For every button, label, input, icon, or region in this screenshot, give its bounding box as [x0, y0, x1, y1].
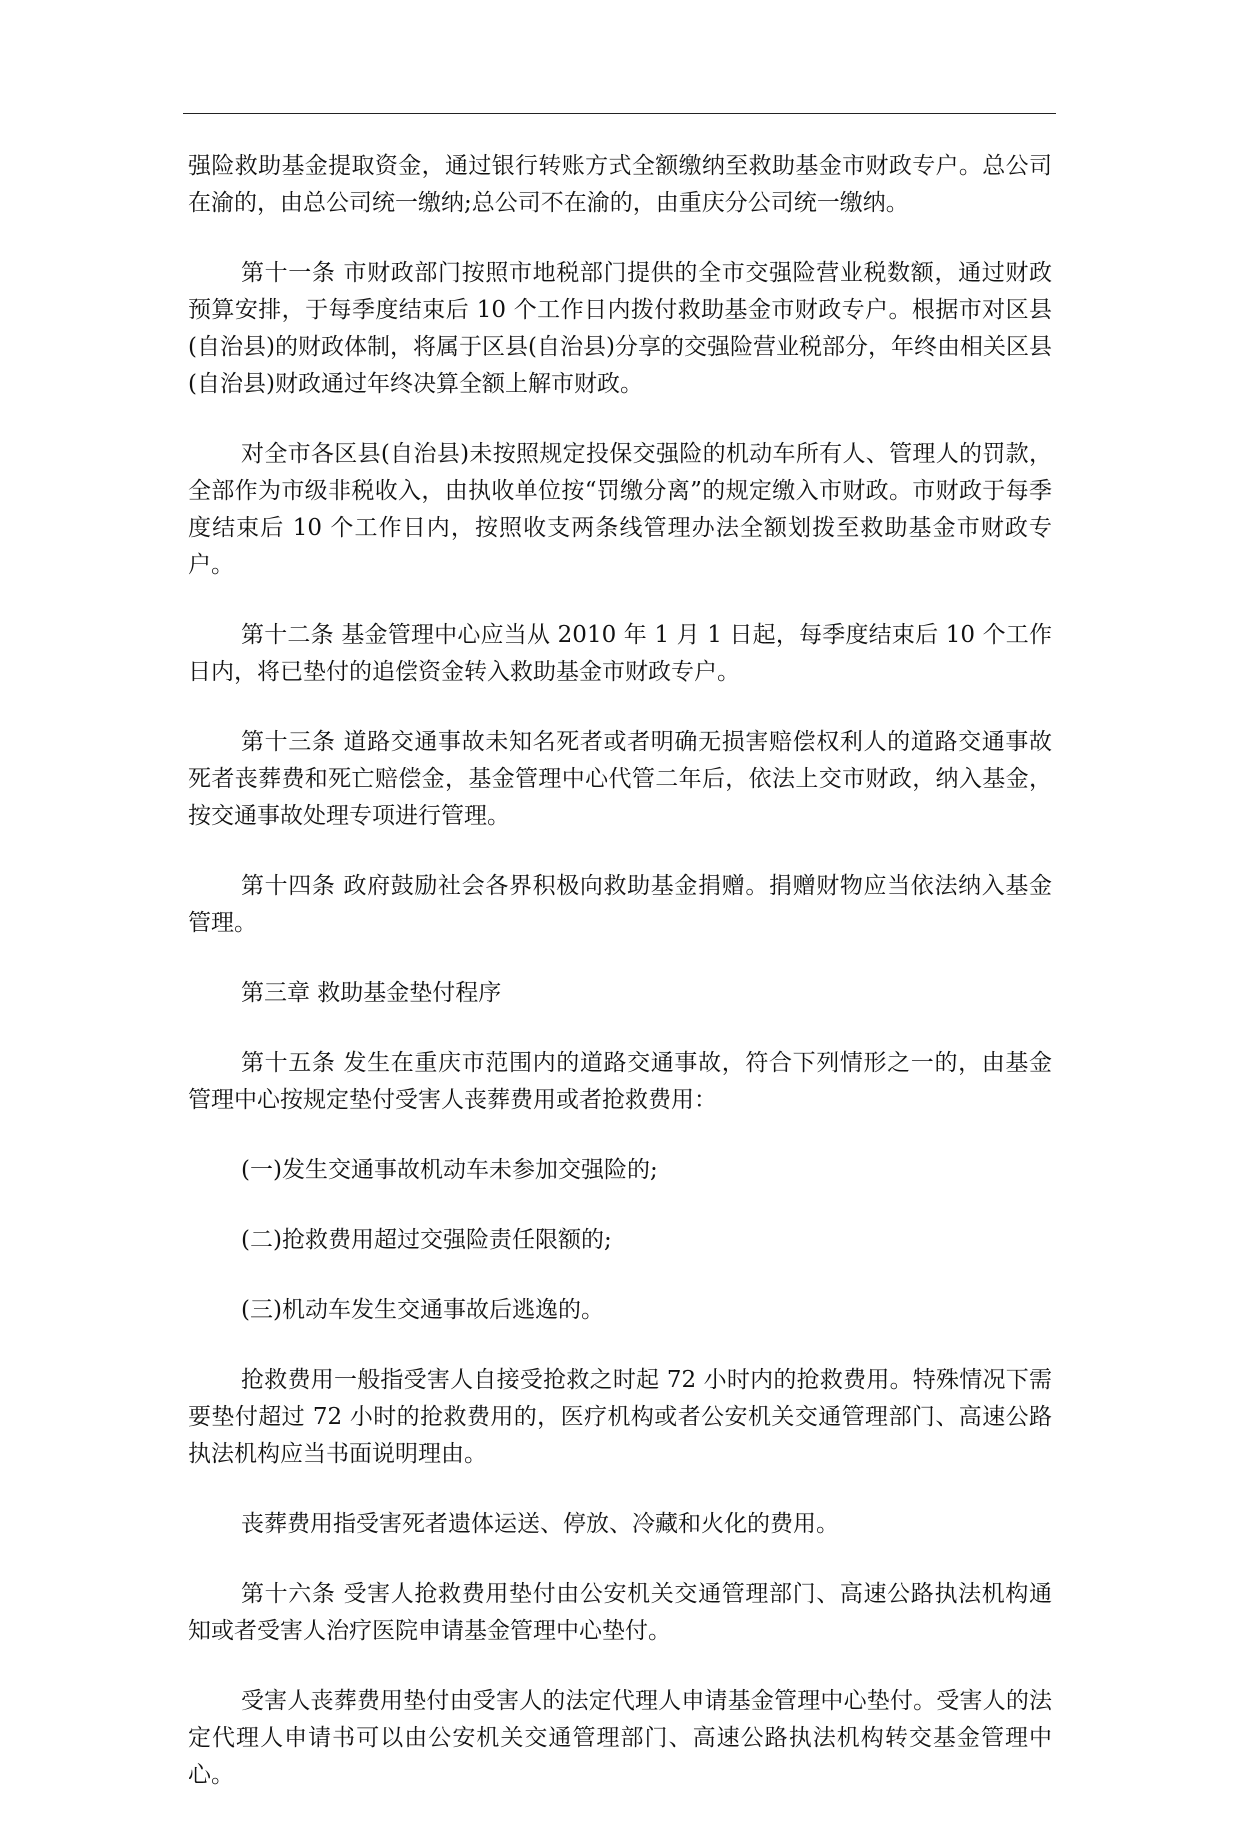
paragraph-article-14: 第十四条 政府鼓励社会各界积极向救助基金捐赠。捐赠财物应当依法纳入基金管理。 — [188, 873, 1052, 936]
paragraph-rescue-costs: 抢救费用一般指受害人自接受抢救之时起 72 小时内的抢救费用。特殊情况下需要垫付超过 72 小时的抢救费用的，医疗机构或者公安机关交通管理部门、高速公路执法机构应当书面说明理由。 — [188, 1367, 1052, 1467]
list-item-3: (三)机动车发生交通事故后逃逸的。 — [241, 1297, 604, 1323]
document-body — [188, 148, 1052, 1827]
paragraph-continuation: 强险救助基金提取资金，通过银行转账方式全额缴纳至救助基金市财政专户。总公司在渝的，由总公司统一缴纳;总公司不在渝的，由重庆分公司统一缴纳。 — [188, 153, 1052, 216]
paragraph-fines: 对全市各区县(自治县)未按照规定投保交强险的机动车所有人、管理人的罚款，全部作为市级非税收入，由执收单位按“罚缴分离”的规定缴入市财政。市财政于每季度结束后 10 个工作日内，按照收支两条线管理办法全额划拨至救助基金市财政专户。 — [188, 441, 1052, 578]
paragraph-article-13: 第十三条 道路交通事故未知名死者或者明确无损害赔偿权利人的道路交通事故死者丧葬费和死亡赔偿金，基金管理中心代管二年后，依法上交市财政，纳入基金，按交通事故处理专项进行管理。 — [188, 729, 1052, 829]
paragraph-article-12: 第十二条 基金管理中心应当从 2010 年 1 月 1 日起，每季度结束后 10 个工作日内，将已垫付的追偿资金转入救助基金市财政专户。 — [188, 622, 1052, 685]
header-rule — [183, 113, 1056, 114]
list-item-1: (一)发生交通事故机动车未参加交强险的; — [241, 1157, 658, 1183]
paragraph-funeral-advance: 受害人丧葬费用垫付由受害人的法定代理人申请基金管理中心垫付。受害人的法定代理人申请书可以由公安机关交通管理部门、高速公路执法机构转交基金管理中心。 — [188, 1688, 1052, 1788]
paragraph-article-15: 第十五条 发生在重庆市范围内的道路交通事故，符合下列情形之一的，由基金管理中心按规定垫付受害人丧葬费用或者抢救费用： — [188, 1050, 1052, 1113]
list-item-2: (二)抢救费用超过交强险责任限额的; — [241, 1227, 612, 1253]
paragraph-funeral-costs: 丧葬费用指受害死者遗体运送、停放、冷藏和火化的费用。 — [241, 1511, 839, 1537]
paragraph-article-16: 第十六条 受害人抢救费用垫付由公安机关交通管理部门、高速公路执法机构通知或者受害人治疗医院申请基金管理中心垫付。 — [188, 1581, 1052, 1644]
chapter-heading-3: 第三章 救助基金垫付程序 — [241, 980, 502, 1006]
paragraph-article-11: 第十一条 市财政部门按照市地税部门提供的全市交强险营业税数额，通过财政预算安排，于每季度结束后 10 个工作日内拨付救助基金市财政专户。根据市对区县(自治县)的财政体制，将属于区县(自治县)分享的交强险营业税部分，年终由相关区县(自治县)财政通过年终决算全额上解市财政。 — [188, 260, 1052, 397]
